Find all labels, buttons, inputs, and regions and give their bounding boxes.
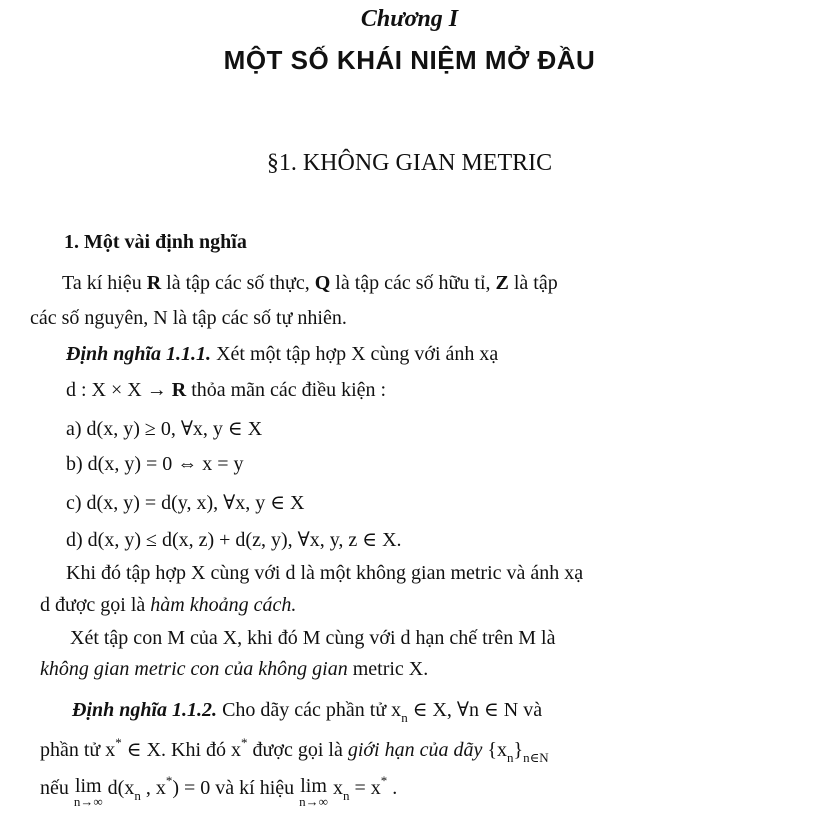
subscript: n xyxy=(506,750,514,765)
paragraph-line: các số nguyên, N là tập các số tự nhiên. xyxy=(30,307,347,329)
limit-subscript: n→∞ xyxy=(299,794,328,809)
definition-1-mapping xyxy=(66,379,386,402)
condition-c: c) d(x, y) = d(y, x), ∀x, y ∈ X xyxy=(66,492,305,514)
section-title: §1. KHÔNG GIAN METRIC xyxy=(266,150,553,176)
text: là tập các số thực, xyxy=(161,272,315,294)
text: là tập xyxy=(508,272,558,294)
limit-expression xyxy=(74,777,103,809)
text: được gọi là xyxy=(247,739,348,761)
paragraph-line xyxy=(62,272,558,295)
symbol-r: R xyxy=(146,272,162,294)
subscript: n∈N xyxy=(523,750,549,765)
superscript: * xyxy=(241,735,248,750)
definition-2-limit-line xyxy=(40,773,398,809)
symbol-z: Z xyxy=(495,272,509,294)
definition-2-line xyxy=(72,697,543,725)
text: x xyxy=(327,777,343,799)
subsection-heading: 1. Một vài định nghĩa xyxy=(64,231,247,253)
text: ∈ X. Khi đó x xyxy=(121,739,242,761)
lim-text: lim xyxy=(300,775,327,797)
text: , x xyxy=(140,777,166,799)
limit-expression xyxy=(299,777,328,809)
term-distance-function: hàm khoảng cách. xyxy=(150,594,297,616)
text: d được gọi là xyxy=(40,594,151,616)
paragraph-line: Khi đó tập hợp X cùng với d là một không gian metric và ánh xạ xyxy=(66,562,584,584)
text: phần tử x xyxy=(40,739,116,761)
condition-d: d) d(x, y) ≤ d(x, z) + d(z, y), ∀x, y, z ∈ X. xyxy=(66,529,402,551)
symbol-r: R xyxy=(171,379,187,401)
paragraph-line xyxy=(40,594,296,617)
text: thỏa mãn các điều kiện : xyxy=(186,379,387,401)
limit-subscript: n→∞ xyxy=(73,794,103,809)
text: } xyxy=(513,739,524,761)
text: ∈ X, ∀n ∈ N và xyxy=(407,699,543,721)
text: d(x xyxy=(102,777,135,799)
text: là tập các số hữu tỉ, xyxy=(330,272,496,294)
text: metric X. xyxy=(347,658,429,680)
text: {x xyxy=(482,739,507,761)
chapter-title: MỘT SỐ KHÁI NIỆM MỞ ĐẦU xyxy=(223,45,596,75)
definition-label: Định nghĩa 1.1.2. xyxy=(72,699,218,721)
superscript: * xyxy=(115,735,122,750)
text: Cho dãy các phần tử x xyxy=(217,699,402,721)
superscript: * xyxy=(380,773,388,788)
paragraph-line: Xét tập con M của X, khi đó M cùng với d hạn chế trên M là xyxy=(70,627,556,649)
condition-a: a) d(x, y) ≥ 0, ∀x, y ∈ X xyxy=(66,418,263,440)
paragraph-line xyxy=(40,658,428,681)
subscript: n xyxy=(134,788,141,803)
text: ) = 0 và kí hiệu xyxy=(172,777,300,799)
term-limit-of-sequence: giới hạn của dãy xyxy=(347,739,483,761)
subscript: n xyxy=(342,788,350,803)
symbol-q: Q xyxy=(314,272,331,294)
text: Ta kí hiệu xyxy=(62,272,147,294)
text: = x xyxy=(349,777,381,799)
subscript: n xyxy=(401,710,408,725)
condition-b: b) d(x, y) = 0 ⇔ x = y xyxy=(66,453,244,475)
superscript: * xyxy=(165,773,173,788)
text: . xyxy=(387,777,398,799)
definition-label: Định nghĩa 1.1.1. xyxy=(66,343,212,365)
text: nếu xyxy=(40,777,74,799)
text: Xét một tập hợp X cùng với ánh xạ xyxy=(211,343,499,365)
chapter-label: Chương I xyxy=(360,6,459,32)
lim-text: lim xyxy=(74,775,102,797)
text: d : X × X → xyxy=(66,379,172,401)
definition-1-line xyxy=(66,343,498,366)
definition-2-line xyxy=(40,735,549,765)
term-metric-subspace: không gian metric con của không gian xyxy=(40,658,348,680)
